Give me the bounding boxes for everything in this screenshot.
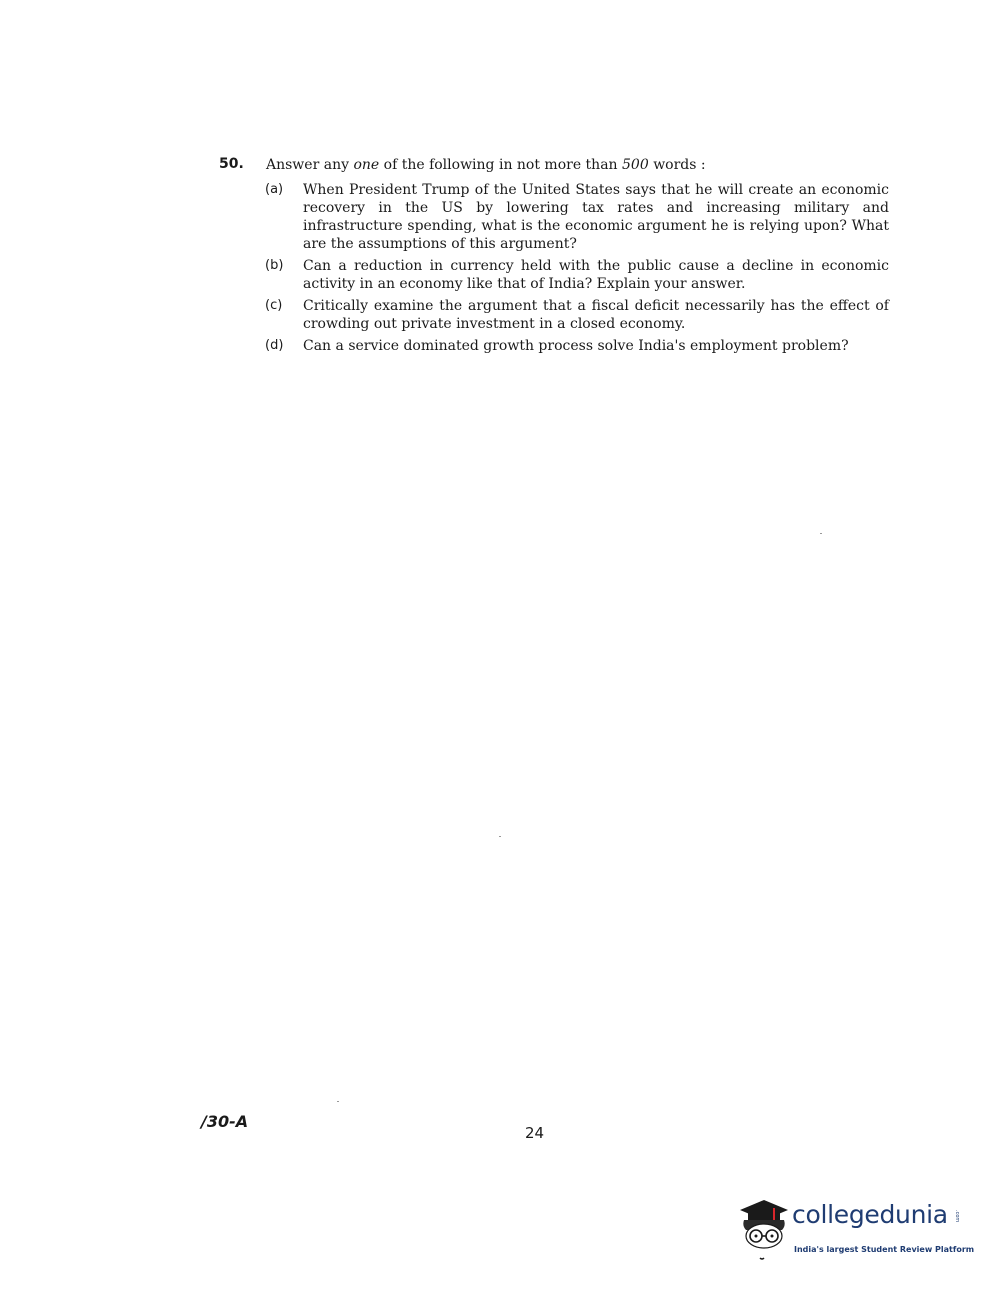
question-part-a — [265, 181, 889, 253]
instruction-emphasis-word-limit: 500 — [622, 157, 649, 173]
question-parts — [265, 181, 889, 359]
part-label: (c) — [265, 298, 283, 313]
paper-code: /30-A — [201, 1112, 249, 1131]
part-text: When President Trump of the United States says that he will create an economic recovery in the US by lowering tax rates and increasing military and infrastructure spending, what is the economic argument he is relying upon? What are the assumptions of this argument? — [303, 182, 889, 252]
logo-wordmark: collegedunia — [792, 1200, 948, 1229]
question-instruction — [266, 156, 886, 174]
question-part-c — [265, 297, 889, 333]
part-text: Critically examine the argument that a fiscal deficit necessarily has the effect of crowding out private investment in a closed economy. — [303, 298, 889, 332]
part-label: (d) — [265, 338, 284, 353]
scan-speck — [337, 1101, 339, 1102]
logo-tagline: India's largest Student Review Platform — [794, 1245, 975, 1254]
instruction-text-post: words : — [648, 157, 706, 173]
scan-speck — [499, 836, 501, 837]
student-mascot-icon — [734, 1196, 794, 1266]
part-label: (b) — [265, 258, 284, 273]
question-number: 50. — [219, 156, 244, 172]
logo-domain-suffix: .com — [954, 1210, 960, 1223]
part-label: (a) — [265, 182, 284, 197]
question-part-b — [265, 257, 889, 293]
scan-speck — [820, 533, 822, 534]
part-text: Can a service dominated growth process solve India's employment problem? — [303, 338, 849, 354]
instruction-emphasis-one: one — [353, 157, 380, 173]
instruction-text-mid: of the following in not more than — [379, 157, 623, 173]
part-text: Can a reduction in currency held with the public cause a decline in economic activity in an economy like that of India? Explain your answer. — [303, 258, 889, 292]
collegedunia-logo — [734, 1196, 975, 1266]
instruction-text-pre: Answer any — [266, 157, 354, 173]
page-number: 24 — [525, 1124, 545, 1142]
question-part-d — [265, 337, 889, 355]
